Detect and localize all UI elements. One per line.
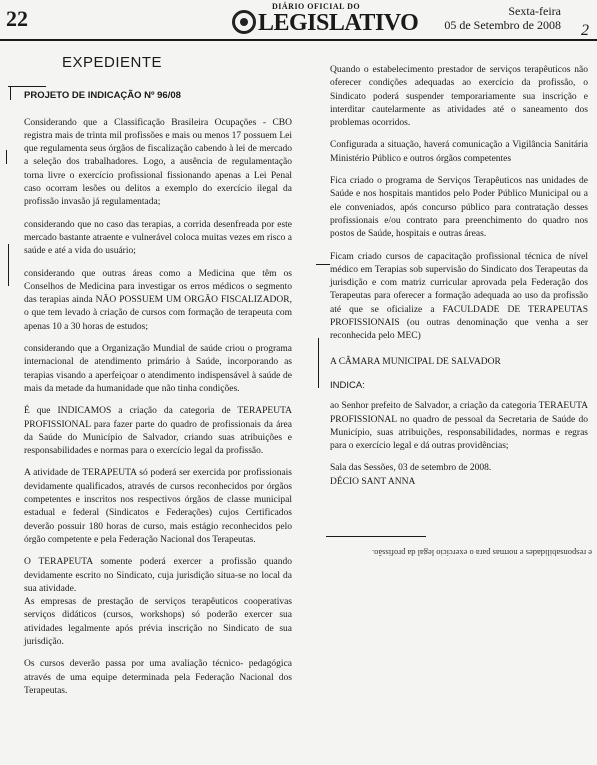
paragraph: considerando que a Organização Mundial de saúde criou o programa internacional de atendimento primário à Saúde, incorporando as terapias visando a aperfeiçoar o atendimento indispensável à saúde de mais da metade da humanidade que não tinha condições. xyxy=(24,344,292,394)
signature-name: DÉCIO SANT ANNA xyxy=(330,476,416,487)
sign-date: Sala das Sessões, 03 de setembro de 2008. xyxy=(330,463,492,474)
paragraph: O TERAPEUTA somente poderá exercer a profissão quando devidamente escrito no Sindicato, cuja jurisdição situa-se no local da sua atividade. xyxy=(24,557,292,594)
indica-label: INDICA: xyxy=(330,379,365,391)
page-number: 22 xyxy=(6,6,28,31)
paragraph: É que INDICAMOS a criação da categoria de TERAPEUTA PROFISSIONAL para fazer parte do quadro de profissionais da área da Saúde do Município de Salvador, criando suas atribuições e responsabilidades e normas para o exercício legal da profissão. xyxy=(24,406,292,457)
logo-ring-icon xyxy=(232,10,256,34)
margin-mark xyxy=(6,150,7,164)
indica-text: ao Senhor prefeito de Salvador, a criação da categoria TERAEUTA PROFISSIONAL no quadro de pessoal da Secretaria de Saúde do Município, suas atribuições, responsabilidades, normas e regras para o exercício legal e dá outras providências; xyxy=(330,401,588,452)
signature-block xyxy=(330,462,588,489)
paragraph: Quando o estabelecimento prestador de serviços terapêuticos não oferecer condições adequadas ao exercício da profissão, o Sindicato poderá suspender temporariamente sua inscrição e interditar cautelarmente as atividades até o saneamento dos problemas ocorridos. xyxy=(330,65,588,129)
handwritten-page-mark: 2 xyxy=(581,22,589,39)
masthead-small-title: DIÁRIO OFICIAL DO xyxy=(272,2,361,11)
right-column xyxy=(330,64,588,489)
paragraph: Ficam criado cursos de capacitação profissional técnica de nível médico em Terapias sob supervisão do Sindicato dos Terapeutas da jurisdição e com matriz curricular aprovada pela Federação dos Terapeutas para oferecer a formação adequada ao uso da profissão até que se oficialize a FACULDADE DE TERAPEUTAS PROFISSIONAIS (ou outras denominação que venha a ser reconhecida pelo MEC) xyxy=(330,251,588,342)
paragraph: Configurada a situação, haverá comunicação a Vigilância Sanitária Ministério Público e outros órgãos competentes xyxy=(330,140,588,164)
margin-mark xyxy=(316,264,330,265)
recipient: A CÂMARA MUNICIPAL DE SALVADOR xyxy=(330,356,501,367)
margin-mark xyxy=(8,86,46,87)
masthead-title: LEGISLATIVO xyxy=(258,10,419,36)
weekday: Sexta-feira xyxy=(508,4,561,18)
paragraph: Considerando que a Classificação Brasileira Ocupações - CBO registra mais de trinta mil profissões e mais ou menos 17 possuem Lei que regulamenta seus órgãos de fiscalização cabendo à lei de mercado a seleção dos trabalhadores. Logo, a ausência de regulamentação torna livre o exercício profissional fissionando apenas a Lei Penal caso ocorram lesões ou delitos a exemplo do exercício ilegal da profissão invasão já regulamentada; xyxy=(24,117,292,208)
document-heading: PROJETO DE INDICAÇÃO Nº 96/08 xyxy=(24,90,181,102)
paragraph: Fica criado o programa de Serviços Terapêuticos nas unidades de Saúde e nos hospitais mantidos pelo Poder Público Municipal ou a ele conveniados, após concurso público para contratação desses profissionais e/ou contrato para preenchimento do quadro nos postos de Saúde, hospitais e outras áreas. xyxy=(330,176,588,240)
margin-mark xyxy=(10,86,11,100)
paragraph: considerando que no caso das terapias, a corrida desenfreada por este mercado bastante atraente e vulnerável coloca muitas vezes em risco a saúde e até a vida do usuário; xyxy=(24,219,292,257)
issue-date xyxy=(444,4,561,32)
paragraph: As empresas de prestação de serviços terapêuticos cooperativas serviços didáticos (cursos, workshops) só poderão exercer sua atividades legalmente após prévia inscrição no Sindicato de sua jurisdição. xyxy=(24,597,292,647)
masthead-logo xyxy=(232,2,419,36)
bleed-through-text: e responsabilidades e normas para o exercício legal da profissão. xyxy=(372,548,592,558)
paragraph: Os cursos deverão passa por uma avaliação técnico- pedagógica através de uma equipe determinada pela Federação Nacional dos Terapeutas. xyxy=(24,659,292,696)
paragraph: A atividade de TERAPEUTA só poderá ser exercida por profissionais devidamente qualificados, através de cursos reconhecidos por órgãos competentes e inscritos nos respectivos órgãos de classe municipal estadual e federal (Sindicatos e Federações) cujos Certificados deverão possuir 180 horas de curso, mais estágio reconhecidos pelo órgão competente e pela Federação Nacional dos Terapeutas. xyxy=(24,468,292,545)
date: 05 de Setembro de 2008 xyxy=(444,18,561,32)
header-rule xyxy=(0,39,597,41)
section-title: EXPEDIENTE xyxy=(62,54,163,71)
margin-mark xyxy=(8,244,9,286)
margin-mark xyxy=(318,338,319,388)
page-header xyxy=(0,0,597,40)
margin-mark xyxy=(326,536,426,537)
paragraph: considerando que outras áreas como a Medicina que têm os Conselhos de Medicina para investigar os erros médicos o segmento das terapias ainda NÃO POSSUEM UM ORGÃO FISCALIZADOR, o que tem levado à criação de cursos com formação de terapeuta com apenas 10 a 30 horas de estudos; xyxy=(24,268,292,332)
left-column xyxy=(24,56,292,707)
